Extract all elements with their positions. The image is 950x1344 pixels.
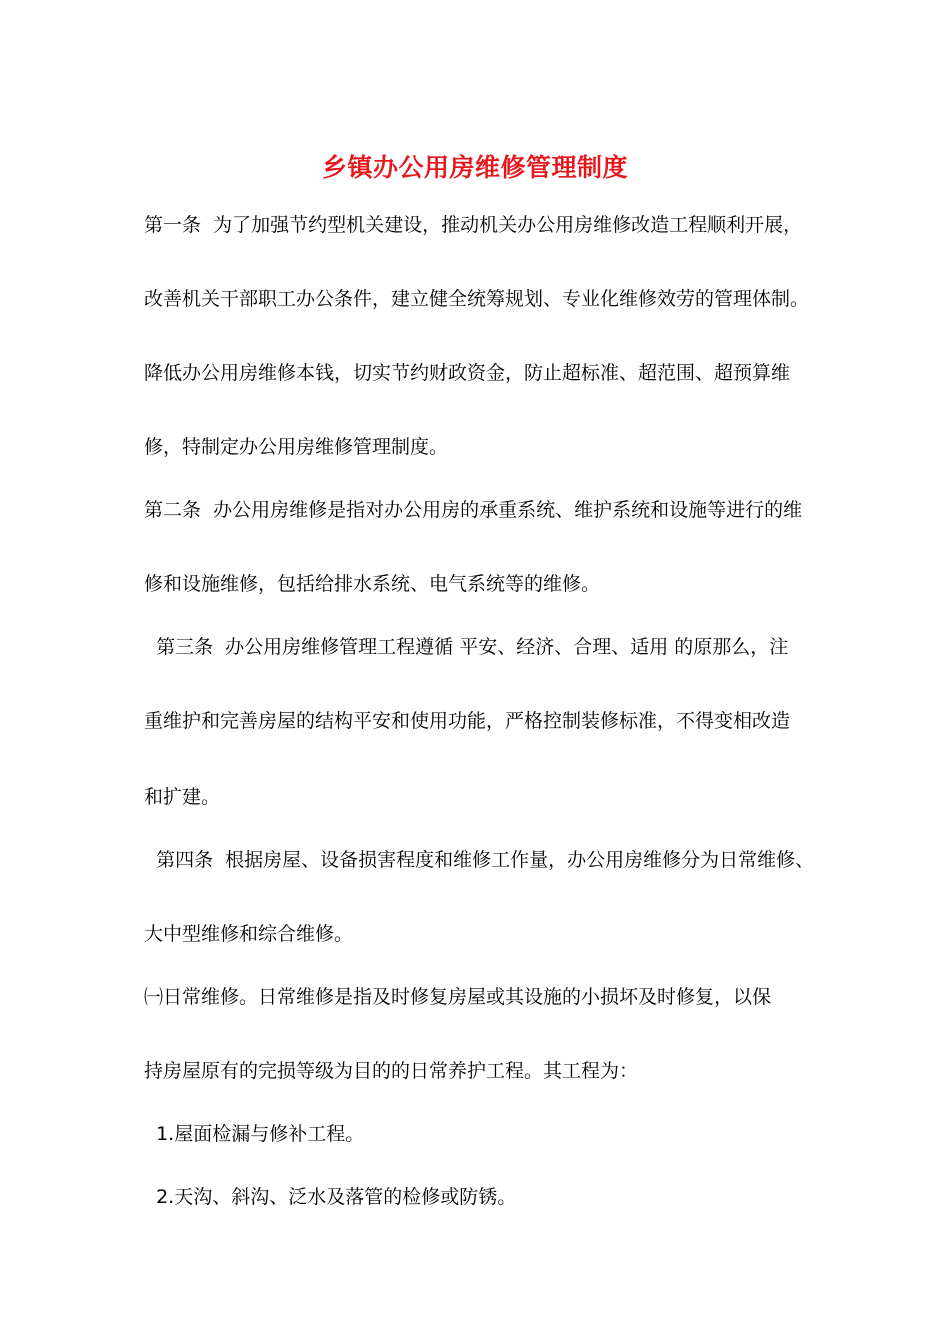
list-item: 2.天沟、斜沟、泛水及落管的检修或防锈。 [144,1186,517,1208]
paragraph-line: 和扩建。 [144,786,221,808]
document-title: 乡镇办公用房维修管理制度 [321,153,628,182]
paragraph-line: 降低办公用房维修本钱，切实节约财政资金，防止超标准、超范围、超预算维 [144,362,791,384]
list-item: 1.屋面检漏与修补工程。 [144,1123,365,1145]
paragraph-line: 第二条 办公用房维修是指对办公用房的承重系统、维护系统和设施等进行的维 [144,499,803,521]
paragraph-line: ㈠日常维修。日常维修是指及时修复房屋或其设施的小损坏及时修复，以保 [144,986,772,1008]
paragraph-line: 改善机关干部职工办公条件，建立健全统筹规划、专业化维修效劳的管理体制。 [144,288,810,310]
paragraph-line: 重维护和完善房屋的结构平安和使用功能，严格控制装修标准，不得变相改造 [144,710,791,732]
paragraph-line: 修和设施维修，包括给排水系统、电气系统等的维修。 [144,573,601,595]
paragraph-line: 大中型维修和综合维修。 [144,923,354,945]
paragraph-line: 第四条 根据房屋、设备损害程度和维修工作量，办公用房维修分为日常维修、 [144,849,815,871]
paragraph-line: 第一条 为了加强节约型机关建设，推动机关办公用房维修改造工程顺利开展， [144,214,803,236]
paragraph-line: 第三条 办公用房维修管理工程遵循 平安、经济、合理、适用 的原那么，注 [144,636,789,658]
paragraph-line: 修，特制定办公用房维修管理制度。 [144,436,449,458]
paragraph-line: 持房屋原有的完损等级为目的的日常养护工程。其工程为： [144,1060,639,1082]
